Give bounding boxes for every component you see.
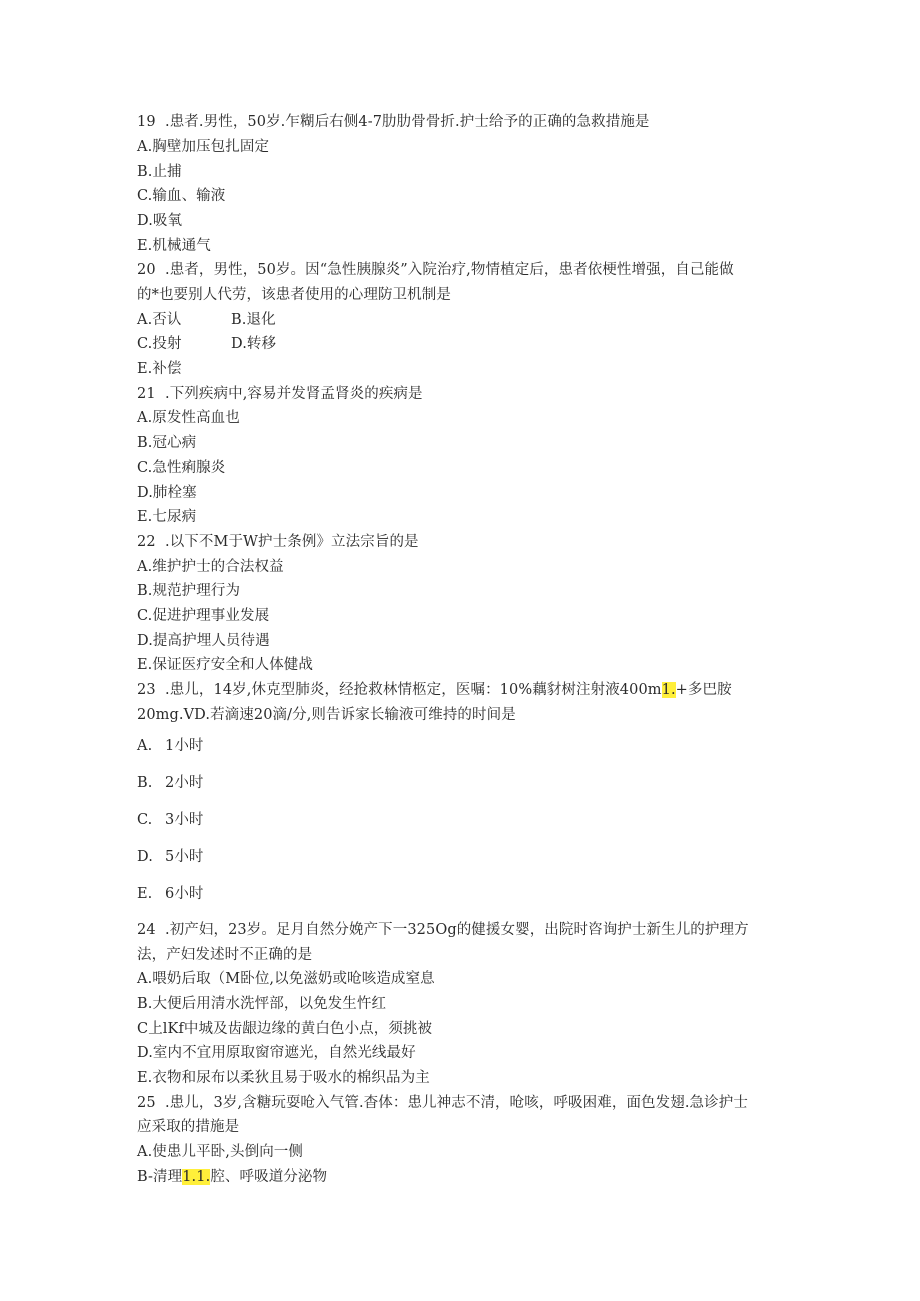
question-19-stem — [137, 112, 650, 132]
option-e — [137, 884, 204, 904]
option-e: E.衣物和尿布以柔狄且易于吸水的棉织品为主 — [137, 1070, 430, 1086]
question-number: 19 — [137, 114, 156, 130]
option-text: 2小时 — [165, 775, 204, 791]
option-a: A.维护护士的合法权益 — [137, 559, 284, 575]
option-d — [137, 847, 204, 867]
option-text: 1小时 — [165, 738, 204, 754]
option-e: E.七尿病 — [137, 509, 197, 525]
option-a: A.胸壁加压包扎固定 — [137, 139, 270, 155]
option-label: A. — [137, 738, 153, 754]
question-text: .初产妇，23岁。足月自然分娩产下一325Og的健援女婴，出院时咨询护士新生儿的护理方 — [165, 922, 749, 938]
question-text: .患者.男性，50岁.乍糊后右侧4-7肋肋骨骨折.护士给予的正确的急救措施是 — [165, 114, 650, 130]
option-label: E. — [137, 886, 153, 902]
highlighted-text: 1.1. — [182, 1169, 211, 1185]
option-b — [137, 1167, 327, 1187]
option-a: A.喂奶后取（M卧位,以免滋奶或呛咳造成窒息 — [137, 971, 435, 987]
question-text: .以下不M于W护士条例》立法宗旨的是 — [165, 534, 419, 550]
question-24-stem — [137, 920, 749, 940]
option-d: D.转移 — [231, 336, 277, 352]
question-number: 23 — [137, 682, 156, 698]
option-e: E.机械通气 — [137, 238, 211, 254]
option-c: C上lKf中城及齿龈边缘的黄白色小点，须挑被 — [137, 1021, 433, 1037]
option-a: A.使患儿平卧,头倒向一侧 — [137, 1144, 303, 1160]
option-c: C.促进护理事业发展 — [137, 608, 270, 624]
question-number: 20 — [137, 262, 156, 278]
option-b: B.大便后用清水洗怦部，以免发生忤红 — [137, 996, 387, 1012]
option-b: B.规范护理行为 — [137, 583, 241, 599]
option-text: 3小时 — [165, 812, 204, 828]
question-25-stem — [137, 1093, 748, 1113]
question-text: .患者，男性，50岁。因“急性胰腺炎”入院治疗,物情植定后，患者依梗性增强，自己能做 — [165, 262, 734, 278]
question-22-stem — [137, 532, 419, 552]
option-text: B-清理 — [137, 1169, 183, 1185]
question-23-stem — [137, 680, 732, 700]
question-text-tail: +多巴胺 — [675, 682, 732, 698]
option-text: 6小时 — [165, 886, 204, 902]
option-c: C.急性痢腺炎 — [137, 460, 226, 476]
question-text: .下列疾病中,容易并发肾孟肾炎的疾病是 — [165, 386, 423, 402]
question-24-stem-continued: 法，产妇发述时不正确的是 — [137, 947, 313, 963]
question-text: .患儿，3岁,含糖玩耍呛入气管.杳体：患儿神志不清，呛咳，呼吸困难，面色发翅.急诊护士 — [165, 1095, 748, 1111]
option-d: D.提高护埋人员待遇 — [137, 633, 270, 649]
option-c: C.输血、输液 — [137, 188, 226, 204]
option-d: D.吸氧 — [137, 213, 183, 229]
question-number: 25 — [137, 1095, 156, 1111]
option-b — [137, 773, 204, 793]
option-d: D.肺栓塞 — [137, 485, 197, 501]
question-number: 21 — [137, 386, 156, 402]
option-a — [137, 736, 204, 756]
option-d: D.室内不宜用原取窗帘遮光，自然光线最好 — [137, 1045, 416, 1061]
option-b: B.冠心病 — [137, 435, 197, 451]
option-label: C. — [137, 812, 153, 828]
option-label: B. — [137, 775, 153, 791]
option-e: E.保证医疗安全和人体健战 — [137, 657, 313, 673]
option-c: C.投射 — [137, 336, 182, 352]
question-number: 22 — [137, 534, 156, 550]
option-a: A.否认 — [137, 312, 182, 328]
question-21-stem — [137, 384, 423, 404]
question-20-stem-continued: 的*也要别人代劳，该患者使用的心理防卫机制是 — [137, 287, 451, 303]
question-23-stem-continued: 20mg.VD.若滴速20滴/分,则告诉家长输液可维持的时间是 — [137, 707, 516, 723]
question-text: .患儿，14岁,休克型肺炎，经抢救林情柩定，医嘱：10%藕豺树注射液400m — [165, 682, 662, 698]
option-b: B.退化 — [231, 312, 276, 328]
option-text-tail: 腔、呼吸道分泌物 — [210, 1169, 328, 1185]
option-b: B.止捕 — [137, 164, 182, 180]
question-number: 24 — [137, 922, 156, 938]
option-row — [137, 334, 276, 354]
question-20-stem — [137, 260, 734, 280]
question-25-stem-continued: 应采取的措施是 — [137, 1119, 240, 1135]
option-row — [137, 310, 276, 330]
option-e: E.补偿 — [137, 361, 182, 377]
option-label: D. — [137, 849, 153, 865]
option-a: A.原发性高血也 — [137, 410, 240, 426]
highlighted-text: 1. — [661, 682, 676, 698]
option-text: 5小时 — [165, 849, 204, 865]
option-c — [137, 810, 204, 830]
